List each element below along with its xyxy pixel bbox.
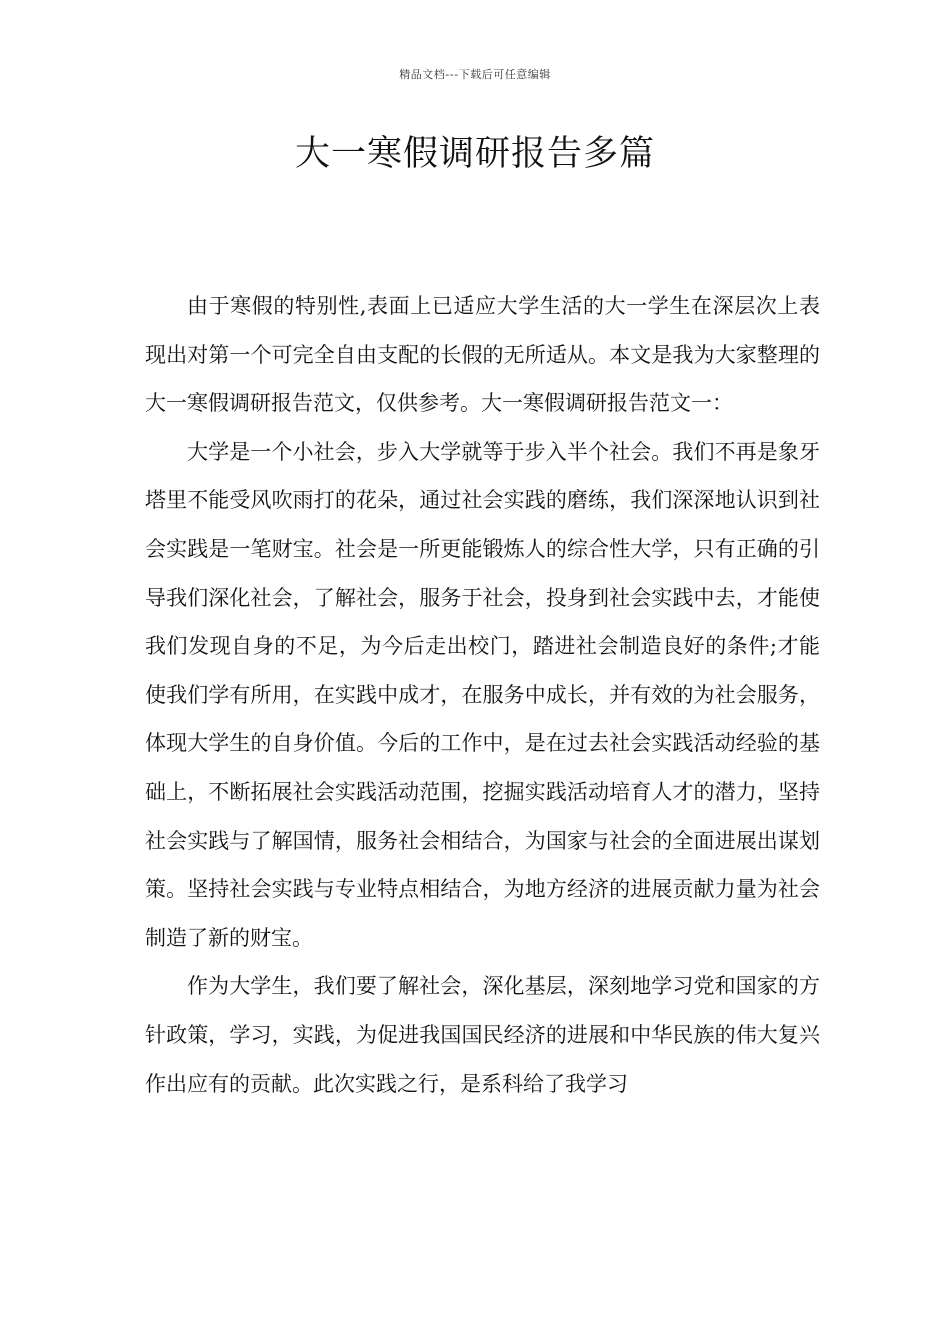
paragraph-student-role: 作为大学生，我们要了解社会，深化基层，深刻地学习党和国家的方针政策，学习，实践，为促进我国国民经济的进展和中华民族的伟大复兴作出应有的贡献。此次实践之行，是系科给了我学习 [145, 974, 820, 1096]
paragraph-intro: 由于寒假的特别性,表面上已适应大学生活的大一学生在深层次上表现出对第一个可完全自由支配的长假的无所适从。本文是我为大家整理的大一寒假调研报告范文，仅供参考。大一寒假调研报告范文一： [145, 294, 820, 416]
document-body [145, 282, 820, 1108]
document-title: 大一寒假调研报告多篇 [294, 134, 655, 174]
page-header-watermark: 精品文档---下载后可任意编辑 [399, 68, 551, 81]
paragraph-social-practice: 大学是一个小社会，步入大学就等于步入半个社会。我们不再是象牙塔里不能受风吹雨打的花朵，通过社会实践的磨练，我们深深地认识到社会实践是一笔财宝。社会是一所更能锻炼人的综合性大学，只有正确的引导我们深化社会，了解社会，服务于社会，投身到社会实践中去，才能使我们发现自身的不足，为今后走出校门，踏进社会制造良好的条件;才能使我们学有所用，在实践中成才，在服务中成长，并有效的为社会服务，体现大学生的自身价值。今后的工作中，是在过去社会实践活动经验的基础上，不断拓展社会实践活动范围，挖掘实践活动培育人才的潜力，坚持社会实践与了解国情，服务社会相结合，为国家与社会的全面进展出谋划策。坚持社会实践与专业特点相结合，为地方经济的进展贡献力量为社会制造了新的财宝。 [145, 439, 820, 950]
